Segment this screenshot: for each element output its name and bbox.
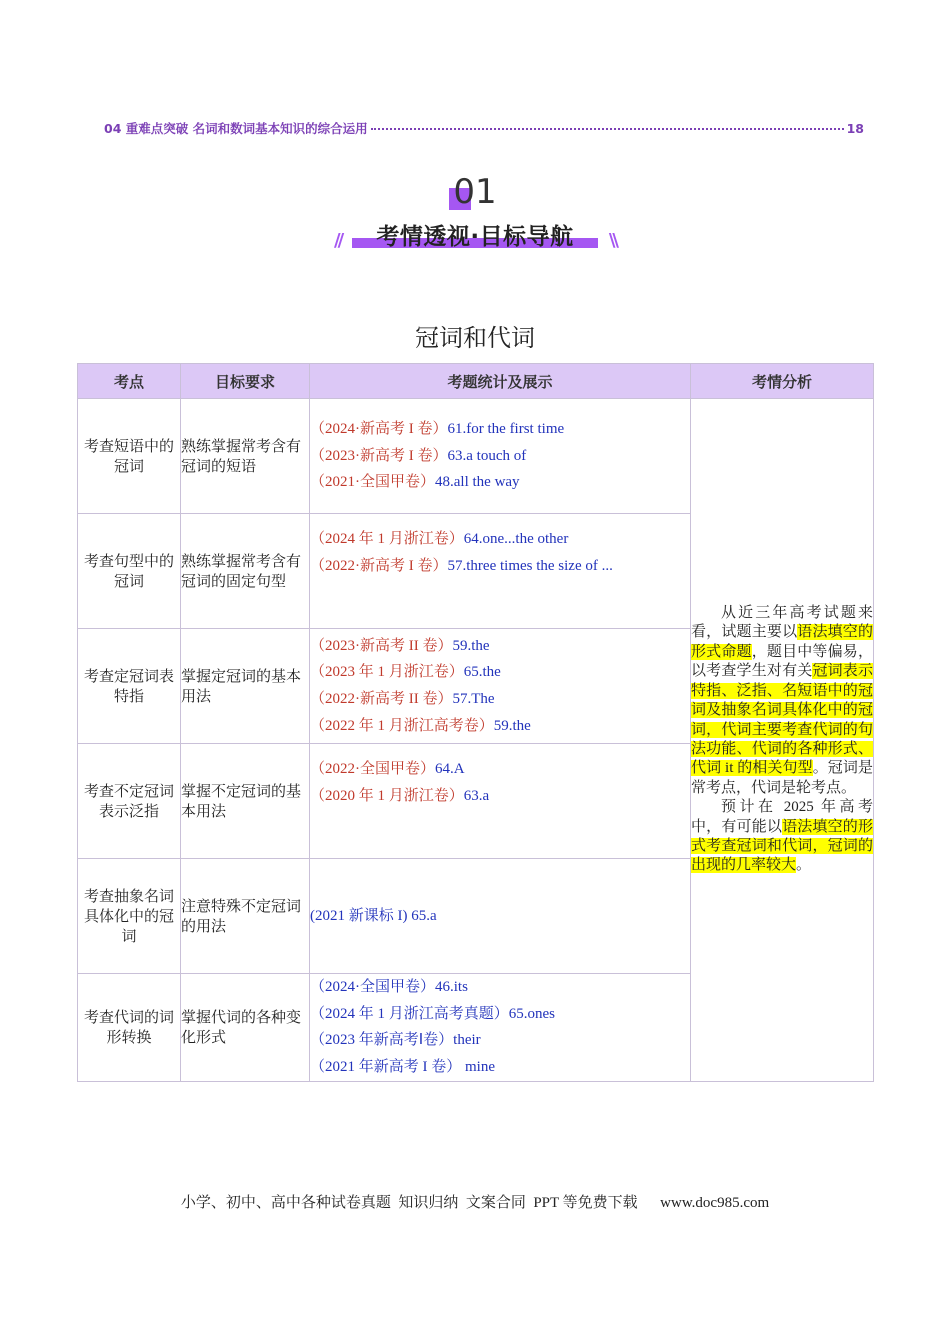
example-answer: （2023 年新高考Ⅰ卷）their	[310, 1032, 481, 1049]
example-answer: 57.The	[452, 691, 495, 707]
analysis-text: ，题目中等偏易，以考查学生对有关	[691, 643, 873, 680]
example-answer: 63.a touch of	[447, 447, 527, 464]
example-item	[310, 783, 690, 810]
exam-analysis-table	[77, 363, 874, 1082]
analysis-highlight: 语法填空的形式考查冠词和代词，冠词的出现的几率较大	[691, 818, 873, 874]
example-source: （2022·全国甲卷）	[310, 761, 435, 777]
example-item	[310, 526, 690, 553]
table-title: 冠词和代词	[415, 324, 535, 352]
analysis-text: 。	[796, 857, 812, 874]
example-answer: 64.one...the other	[463, 531, 569, 547]
example-source: （2023 年 1 月浙江卷）	[310, 664, 464, 681]
example-answer: 59.the	[452, 637, 490, 654]
exam-point-cell: 考查短语中的冠词	[78, 399, 181, 514]
example-source: （2022 年 1 月浙江高考卷）	[310, 717, 494, 734]
exam-point-cell: 考查代词的词形转换	[78, 974, 181, 1082]
toc-title: 04 重难点突破 名词和数词基本知识的综合运用	[104, 121, 368, 136]
header-cell: 考题统计及展示	[310, 364, 691, 399]
header-cell: 目标要求	[181, 364, 310, 399]
goal-cell: 注意特殊不定冠词的用法	[181, 859, 310, 974]
example-source: （2024·新高考 I 卷）	[310, 420, 448, 437]
example-source: （2023·新高考 II 卷）	[310, 637, 453, 654]
goal-cell: 掌握不定冠词的基本用法	[181, 744, 310, 859]
example-source: （2021·全国甲卷）	[310, 474, 435, 491]
exam-point-cell: 考查抽象名词具体化中的冠词	[78, 859, 181, 974]
example-item	[310, 974, 690, 1001]
section-number-text: 01	[453, 172, 497, 212]
section-number	[0, 172, 950, 212]
example-answer: (2021 新课标 I) 65.a	[310, 907, 437, 924]
examples-cell	[310, 399, 691, 514]
example-item	[310, 1027, 690, 1054]
example-source: （2022·新高考 I 卷）	[310, 557, 448, 574]
example-item	[310, 1054, 690, 1081]
examples-cell	[310, 859, 691, 974]
analysis-text: 预计在 2025 年高考中，有可能以	[691, 799, 873, 835]
toc-page-number: 18	[846, 121, 864, 136]
example-source: （2022·新高考 II 卷）	[310, 691, 453, 707]
example-item	[310, 416, 690, 443]
example-answer: 59.the	[493, 717, 531, 734]
section-banner	[330, 218, 620, 254]
example-item	[310, 553, 690, 580]
exam-point-cell: 考查句型中的冠词	[78, 514, 181, 629]
example-answer: （2024·全国甲卷）46.its	[310, 979, 468, 995]
exam-point-cell: 考查不定冠词表示泛指	[78, 744, 181, 859]
banner-right-slash-icon: \\	[608, 230, 616, 251]
goal-cell: 掌握定冠词的基本用法	[181, 629, 310, 744]
examples-cell	[310, 974, 691, 1082]
example-answer: （2024 年 1 月浙江高考真题）65.ones	[310, 1005, 555, 1022]
examples-cell	[310, 744, 691, 859]
example-answer: 64.A	[435, 761, 465, 777]
analysis-highlight: 语法填空的形式命题	[691, 624, 873, 660]
example-item	[310, 903, 690, 930]
page-footer: 小学、初中、高中各种试卷真题 知识归纳 文案合同 PPT 等免费下载 www.doc985.com	[180, 1195, 770, 1211]
example-item	[310, 686, 690, 713]
analysis-cell	[691, 399, 874, 1082]
analysis-text: 从近三年高考试题来看，试题主要以	[691, 605, 873, 641]
banner-title: 考情透视·目标导航	[376, 224, 574, 250]
example-item	[310, 659, 690, 686]
header-cell: 考点	[78, 364, 181, 399]
example-item	[310, 469, 690, 496]
example-answer: 63.a	[463, 787, 490, 804]
table-header-row	[78, 364, 874, 399]
example-source: （2023·新高考 I 卷）	[310, 447, 448, 464]
analysis-paragraph-1	[691, 604, 873, 798]
example-item	[310, 443, 690, 470]
goal-cell: 熟练掌握常考含有冠词的固定句型	[181, 514, 310, 629]
example-answer: 65.the	[463, 664, 501, 681]
toc-entry[interactable]	[104, 119, 864, 137]
example-answer: 57.three times the size of ...	[447, 557, 613, 574]
examples-cell	[310, 629, 691, 744]
example-item	[310, 633, 690, 660]
example-answer: 48.all the way	[435, 474, 520, 491]
example-item	[310, 756, 690, 783]
example-answer: （2021 年新高考 I 卷） mine	[310, 1059, 495, 1076]
analysis-highlight: 冠词表示特指、泛指、名短语中的冠词及抽象名词具体化中的冠词，代词主要考查代词的句法功能、代词的各种形式、代词 it 的相关句型	[691, 663, 873, 777]
goal-cell: 掌握代词的各种变化形式	[181, 974, 310, 1082]
table-row	[78, 399, 874, 514]
toc-leader-dots	[371, 128, 844, 130]
banner-left-slash-icon: //	[334, 230, 342, 251]
analysis-text: 。冠词是常考点，代词是轮考点。	[691, 760, 873, 796]
header-cell: 考情分析	[691, 364, 874, 399]
analysis-paragraph-2	[691, 798, 873, 876]
examples-cell	[310, 514, 691, 629]
example-source: （2020 年 1 月浙江卷）	[310, 787, 464, 804]
goal-cell: 熟练掌握常考含有冠词的短语	[181, 399, 310, 514]
exam-point-cell: 考查定冠词表特指	[78, 629, 181, 744]
example-item	[310, 1001, 690, 1028]
example-item	[310, 713, 690, 740]
example-source: （2024 年 1 月浙江卷）	[310, 531, 464, 547]
example-answer: 61.for the first time	[447, 420, 565, 437]
